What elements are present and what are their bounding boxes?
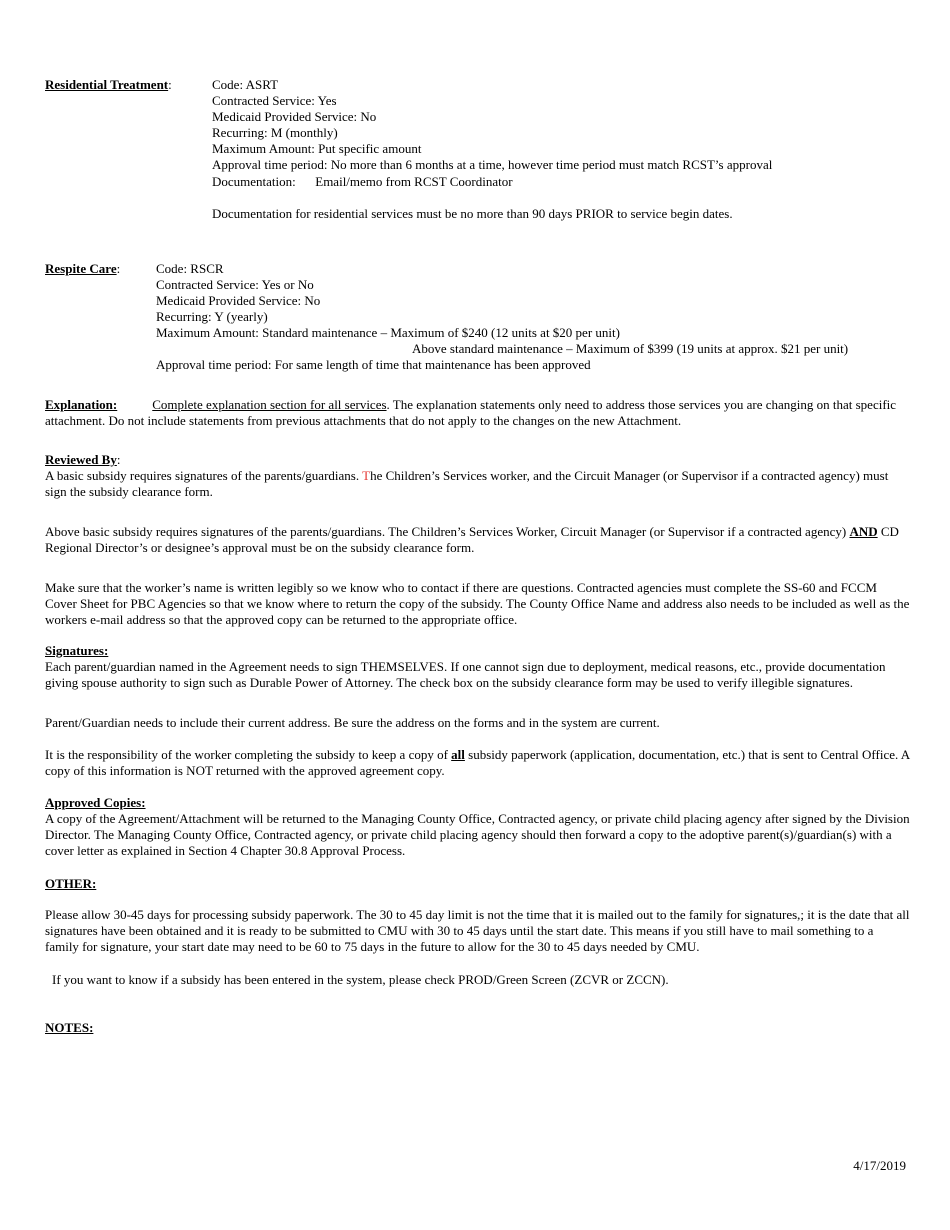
respite-contracted: Contracted Service: Yes or No	[156, 277, 314, 292]
residential-contracted: Contracted Service: Yes	[212, 93, 337, 108]
respite-heading: Respite Care:	[45, 261, 121, 276]
respite-maximum-above: Above standard maintenance – Maximum of $399 (19 units at approx. $21 per unit)	[412, 341, 849, 356]
reviewed-paragraph-2: Above basic subsidy requires signatures of the parents/guardians. The Children’s Services Worker, Circuit Manager (or Supervisor if a contracted agency) AND CD Regional Director’s or designee’s approval must be on the subsidy clearance form.	[45, 524, 899, 555]
respite-recurring: Recurring: Y (yearly)	[156, 309, 268, 324]
respite-approval: Approval time period: For same length of time that maintenance has been approved	[156, 357, 591, 372]
explanation-section: Explanation: Complete explanation section for all services. The explanation statements only need to address those services you are changing on that specific attachment. Do not include statements from previous attachments that do not apply to the changes on the new Attachment.	[45, 397, 897, 428]
residential-code: Code: ASRT	[212, 77, 279, 92]
other-paragraph-2: If you want to know if a subsidy has been entered in the system, please check PROD/Green Screen (ZCVR or ZCCN).	[52, 972, 669, 987]
reviewed-paragraph-3: Make sure that the worker’s name is written legibly so we know who to contact if there are questions. Contracted agencies must complete the SS-60 and FCCM Cover Sheet for PBC Agencies so that we know where to return the copy of the subsidy. The County Office Name and address also needs to be included as well as the workers e-mail address so that the approved copy can be returned to the appropriate office.	[45, 580, 910, 627]
reviewed-paragraph-1: A basic subsidy requires signatures of the parents/guardians. The Children’s Services worker, and the Circuit Manager (or Supervisor if a contracted agency) must sign the subsidy clearance form.	[45, 468, 889, 499]
signatures-paragraph-2: Parent/Guardian needs to include their current address. Be sure the address on the forms and in the system are current.	[45, 715, 660, 730]
notes-heading: NOTES:	[45, 1020, 94, 1035]
residential-documentation: Documentation: Email/memo from RCST Coordinator	[212, 174, 513, 189]
residential-approval: Approval time period: No more than 6 months at a time, however time period must match RCST’s approval	[212, 157, 773, 172]
respite-code: Code: RSCR	[156, 261, 224, 276]
residential-heading: Residential Treatment:	[45, 77, 172, 92]
respite-maximum: Maximum Amount: Standard maintenance – Maximum of $240 (12 units at $20 per unit)	[156, 325, 620, 340]
signatures-paragraph-1: Each parent/guardian named in the Agreement needs to sign THEMSELVES. If one cannot sign due to deployment, medical reasons, etc., provide documentation giving spouse authority to sign such as Durable Power of Attorney. The check box on the subsidy clearance form may be used to verify illegible signatures.	[45, 659, 886, 690]
approved-heading: Approved Copies:	[45, 795, 146, 810]
reviewed-heading: Reviewed By:	[45, 452, 121, 467]
other-heading: OTHER:	[45, 876, 97, 891]
signatures-heading: Signatures:	[45, 643, 109, 658]
residential-recurring: Recurring: M (monthly)	[212, 125, 338, 140]
residential-medicaid: Medicaid Provided Service: No	[212, 109, 377, 124]
residential-note: Documentation for residential services must be no more than 90 days PRIOR to service begin dates.	[212, 206, 733, 221]
other-paragraph-1: Please allow 30-45 days for processing subsidy paperwork. The 30 to 45 day limit is not the time that it is mailed out to the family for signatures,; it is the date that all signatures have been obtained and it is ready to be submitted to CMU with 30 to 45 days until the start date. This means if you still have to mail something to a family for signature, your start date may need to be 60 to 75 days in the future to allow for the 30 to 45 days needed by CMU.	[45, 907, 910, 954]
signatures-paragraph-3: It is the responsibility of the worker completing the subsidy to keep a copy of all subsidy paperwork (application, documentation, etc.) that is sent to Central Office. A copy of this information is NOT returned with the approved agreement copy.	[45, 747, 910, 778]
explanation-heading: Explanation:	[45, 397, 118, 412]
respite-medicaid: Medicaid Provided Service: No	[156, 293, 321, 308]
explanation-link-text: Complete explanation section for all services	[152, 397, 387, 412]
footer-date: 4/17/2019	[853, 1158, 906, 1173]
residential-maximum: Maximum Amount: Put specific amount	[212, 141, 422, 156]
approved-paragraph: A copy of the Agreement/Attachment will be returned to the Managing County Office, Contracted agency, or private child placing agency after signed by the Division Director. The Managing County Office, Contracted agency, or private child placing agency should then forward a copy to the adoptive parent(s)/guardian(s) with a cover letter as explained in Section 4 Chapter 30.8 Approval Process.	[45, 811, 910, 858]
